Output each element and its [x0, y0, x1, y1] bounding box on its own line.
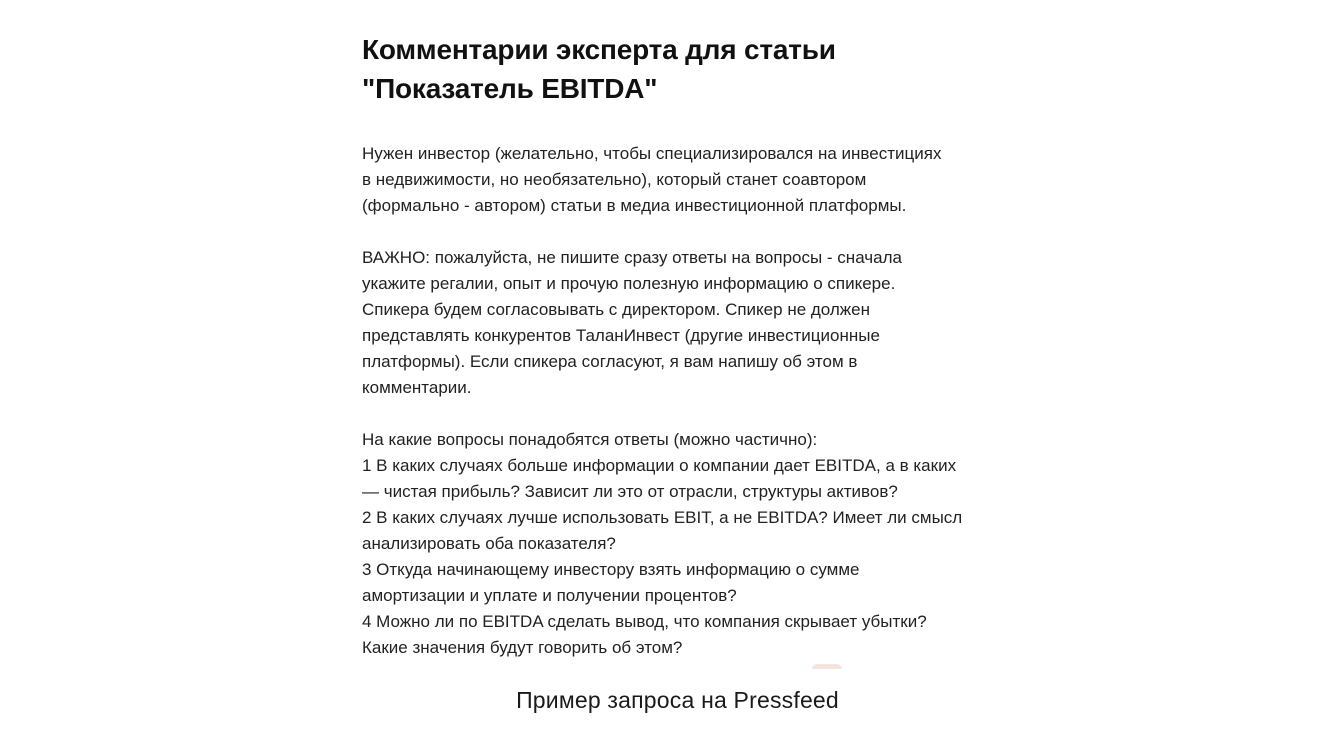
- important-line: ВАЖНО: пожалуйста, не пишите сразу ответы на вопросы - сначала: [362, 248, 902, 267]
- article-title: [362, 30, 982, 108]
- important-line: платформы). Если спикера согласуют, я вам напишу об этом в: [362, 352, 858, 371]
- avatar: [812, 664, 842, 669]
- questions-paragraph: [362, 427, 982, 661]
- intro-line: в недвижимости, но необязательно), который станет соавтором: [362, 170, 867, 189]
- questions-line: анализировать оба показателя?: [362, 534, 616, 553]
- image-caption: Пример запроса на Pressfeed: [516, 687, 839, 713]
- intro-line: Нужен инвестор (желательно, чтобы специализировался на инвестициях: [362, 144, 942, 163]
- important-line: Спикера будем согласовывать с директором. Спикер не должен: [362, 300, 871, 319]
- important-line: представлять конкурентов ТаланИнвест (другие инвестиционные: [362, 326, 880, 345]
- questions-line: На какие вопросы понадобятся ответы (можно частично):: [362, 430, 818, 449]
- questions-line: 1 В каких случаях больше информации о компании дает EBITDA, а в каких: [362, 456, 957, 475]
- important-line: комментарии.: [362, 378, 472, 397]
- intro-paragraph: [362, 141, 982, 219]
- questions-line: 3 Откуда начинающему инвестору взять информацию о сумме: [362, 560, 860, 579]
- request-article: [362, 30, 982, 687]
- title-line-2: "Показатель EBITDA": [362, 73, 658, 104]
- questions-line: 4 Можно ли по EBITDA сделать вывод, что компания скрывает убытки?: [362, 612, 927, 631]
- questions-line: амортизации и уплате и получении процентов?: [362, 586, 737, 605]
- questions-line: 2 В каких случаях лучше использовать EBIT, а не EBITDA? Имеет ли смысл: [362, 508, 963, 527]
- title-line-1: Комментарии эксперта для статьи: [362, 34, 836, 65]
- intro-line: (формально - автором) статьи в медиа инвестиционной платформы.: [362, 196, 907, 215]
- important-paragraph: [362, 245, 982, 401]
- questions-line: — чистая прибыль? Зависит ли это от отрасли, структуры активов?: [362, 482, 898, 501]
- important-line: укажите регалии, опыт и прочую полезную информацию о спикере.: [362, 274, 896, 293]
- questions-line: Какие значения будут говорить об этом?: [362, 638, 683, 657]
